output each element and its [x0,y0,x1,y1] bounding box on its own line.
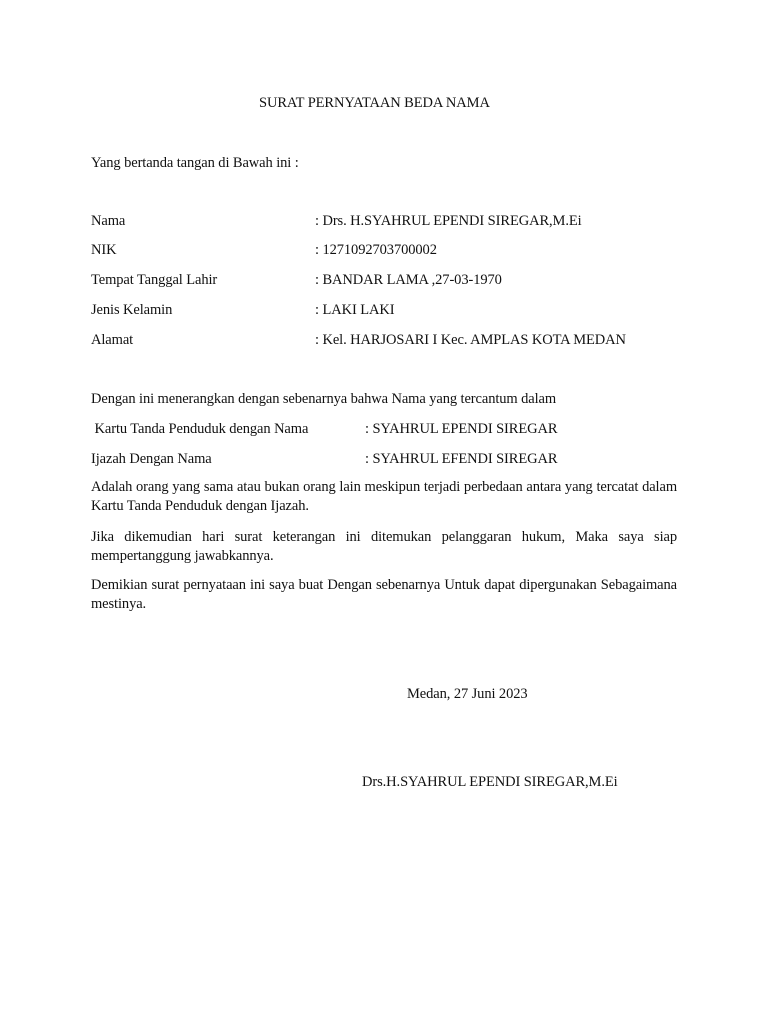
identity-label-nik: NIK [91,242,117,258]
identity-value-address: : Kel. HARJOSARI I Kec. AMPLAS KOTA MEDAN [315,332,626,348]
ijazah-name-value: : SYAHRUL EFENDI SIREGAR [365,451,558,467]
identity-value-nik: : 1271092703700002 [315,242,437,258]
identity-label-birth: Tempat Tanggal Lahir [91,272,218,288]
paragraph-same-person: Adalah orang yang sama atau bukan orang lain meskipun terjadi perbedaan antara yang tercatat dalam Kartu Tanda Penduduk dengan Ijazah. [91,479,677,514]
place-date: Medan, 27 Juni 2023 [407,686,528,702]
identity-value-gender: : LAKI LAKI [315,302,395,318]
identity-value-birth: : BANDAR LAMA ,27-03-1970 [315,272,502,288]
signatory-name: Drs.H.SYAHRUL EPENDI SIREGAR,M.Ei [362,774,618,790]
ijazah-name-label: Ijazah Dengan Nama [91,451,212,467]
statement-intro: Dengan ini menerangkan dengan sebenarnya bahwa Nama yang tercantum dalam [91,391,557,407]
intro-text: Yang bertanda tangan di Bawah ini : [91,155,299,171]
identity-label-address: Alamat [91,332,134,348]
document-title: SURAT PERNYATAAN BEDA NAMA [259,95,490,111]
ktp-name-value: : SYAHRUL EPENDI SIREGAR [365,421,558,437]
identity-value-name: : Drs. H.SYAHRUL EPENDI SIREGAR,M.Ei [315,213,582,229]
identity-label-gender: Jenis Kelamin [91,302,173,318]
ktp-name-label: Kartu Tanda Penduduk dengan Nama [91,421,309,437]
paragraph-liability: Jika dikemudian hari surat keterangan ini ditemukan pelanggaran hukum, Maka saya siap mempertanggung jawabkannya. [91,529,677,564]
identity-label-name: Nama [91,213,126,229]
paragraph-closing: Demikian surat pernyataan ini saya buat Dengan sebenarnya Untuk dapat dipergunakan Sebagaimana mestinya. [91,577,677,612]
